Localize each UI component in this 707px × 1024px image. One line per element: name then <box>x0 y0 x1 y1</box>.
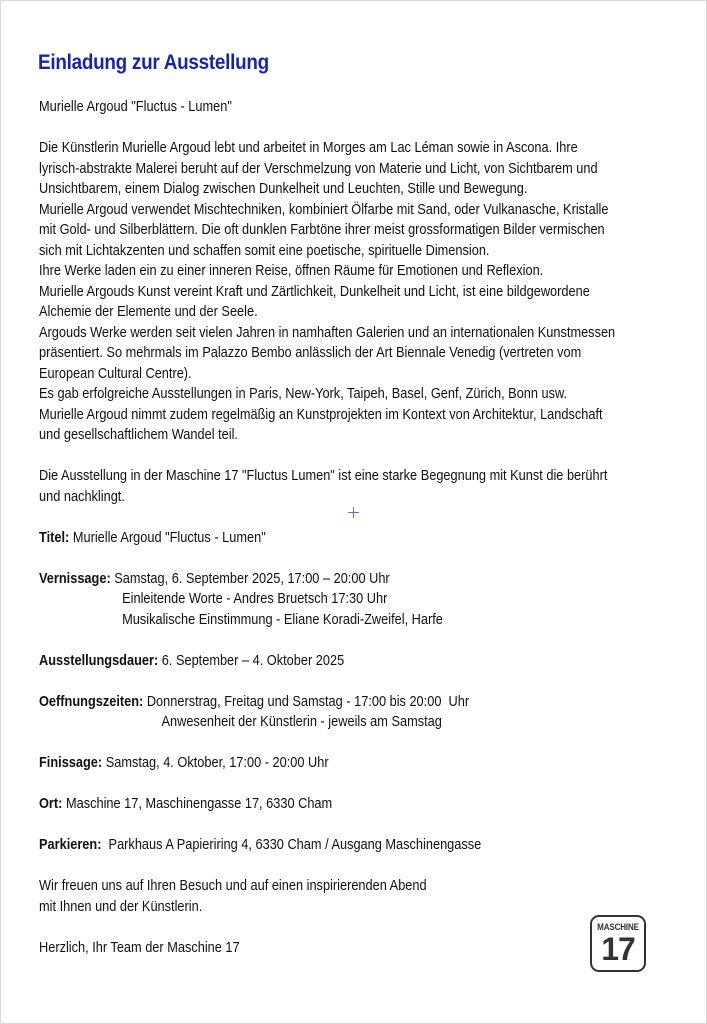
vernissage-line: Einleitende Worte - Andres Bruetsch 17:30 Uhr <box>122 591 388 607</box>
intro-line: präsentiert. So mehrmals im Palazzo Bembo anlässlich der Art Biennale Venedig (vertreten vom <box>39 345 582 361</box>
intro-line: European Cultural Centre). <box>39 365 192 382</box>
intro-line: und gesellschaftlichem Wandel teil. <box>39 427 238 443</box>
parkieren-label: Parkieren: <box>39 837 102 853</box>
intro-line: Es gab erfolgreiche Ausstellungen in Paris, New-York, Taipeh, Basel, Genf, Zürich, Bonn usw. <box>39 386 568 402</box>
summary-paragraph <box>39 466 652 507</box>
letter-body <box>39 97 652 958</box>
crosshair-cursor-icon <box>348 507 359 518</box>
intro-line: Alchemie der Elemente und der Seele. <box>39 304 258 320</box>
finissage-label: Finissage: <box>39 755 103 771</box>
titel-label: Titel: <box>39 529 70 546</box>
oeffnung-block <box>39 692 652 733</box>
vernissage-line: Musikalische Einstimmung - Eliane Koradi-Zweifel, Harfe <box>122 611 443 628</box>
oeffnung-label: Oeffnungszeiten: <box>39 693 144 710</box>
maschine-17-logo <box>590 915 646 972</box>
parkieren-value: Parkhaus A Papieriring 4, 6330 Cham / Ausgang Maschinengasse <box>101 837 482 853</box>
intro-line: Die Künstlerin Murielle Argoud lebt und arbeitet in Morges am Lac Léman sowie in Ascona. Ihre <box>39 140 578 156</box>
finissage-value: Samstag, 4. Oktober, 17:00 - 20:00 Uhr <box>102 755 329 771</box>
finissage-row <box>39 753 652 774</box>
ort-row <box>39 794 652 815</box>
ort-value: Maschine 17, Maschinengasse 17, 6330 Cham <box>62 796 333 812</box>
dauer-row <box>39 651 652 672</box>
dauer-label: Ausstellungsdauer: <box>39 652 159 669</box>
intro-line: lyrisch-abstrakte Malerei beruht auf der Verschmelzung von Materie und Licht, von Sichtbarem und <box>39 160 598 177</box>
titel-row <box>39 528 652 549</box>
closing-line: mit Ihnen und der Künstlerin. <box>39 898 203 915</box>
closing-paragraph <box>39 876 652 917</box>
vernissage-value: Samstag, 6. September 2025, 17:00 – 20:00 Uhr <box>110 570 390 587</box>
summary-line: Die Ausstellung in der Maschine 17 "Fluctus Lumen" ist eine starke Begegnung mit Kunst die berührt <box>39 468 608 484</box>
titel-value: Murielle Argoud "Fluctus - Lumen" <box>69 529 266 546</box>
ort-label: Ort: <box>39 796 63 812</box>
intro-line: Murielle Argouds Kunst vereint Kraft und Zärtlichkeit, Dunkelheit und Licht, ist eine bildgewordene <box>39 283 590 300</box>
intro-line: mit Gold- und Silberblättern. Die oft dunklen Farbtöne ihrer meist grossformatigen Bilder vermischen <box>39 222 605 238</box>
vernissage-block <box>39 569 652 631</box>
logo-word: MASCHINE <box>597 922 639 933</box>
intro-line: Murielle Argoud nimmt zudem regelmäßig an Kunstprojekten im Kontext von Architektur, Landschaft <box>39 406 603 423</box>
intro-line: Argouds Werke werden seit vielen Jahren in namhaften Galerien und an internationalen Kunstmessen <box>39 324 616 341</box>
summary-line: und nachklingt. <box>39 488 125 505</box>
intro-line: sich mit Lichtakzenten und schaffen somit eine poetische, spirituelle Dimension. <box>39 242 490 259</box>
signature: Herzlich, Ihr Team der Maschine 17 <box>39 939 240 956</box>
intro-line: Ihre Werke laden ein zu einer inneren Reise, öffnen Räume für Emotionen und Reflexion. <box>39 263 544 279</box>
oeffnung-line: Anwesenheit der Künstlerin - jeweils am Samstag <box>161 714 442 730</box>
subtitle: Murielle Argoud "Fluctus - Lumen" <box>39 99 232 115</box>
intro-line: Murielle Argoud verwendet Mischtechniken, kombiniert Ölfarbe mit Sand, oder Vulkanasche, Kristalle <box>39 201 609 218</box>
vernissage-label: Vernissage: <box>39 570 111 587</box>
intro-paragraph <box>39 138 652 446</box>
logo-number: 17 <box>601 931 635 967</box>
parkieren-row <box>39 835 652 856</box>
closing-line: Wir freuen uns auf Ihren Besuch und auf einen inspirierenden Abend <box>39 878 427 894</box>
page-title: Einladung zur Ausstellung <box>38 51 269 74</box>
intro-line: Unsichtbarem, einem Dialog zwischen Dunkelheit und Leuchten, Stille und Bewegung. <box>39 181 528 197</box>
dauer-value: 6. September – 4. Oktober 2025 <box>158 652 345 669</box>
oeffnung-value: Donnerstrag, Freitag und Samstag - 17:00 bis 20:00 Uhr <box>143 693 470 710</box>
